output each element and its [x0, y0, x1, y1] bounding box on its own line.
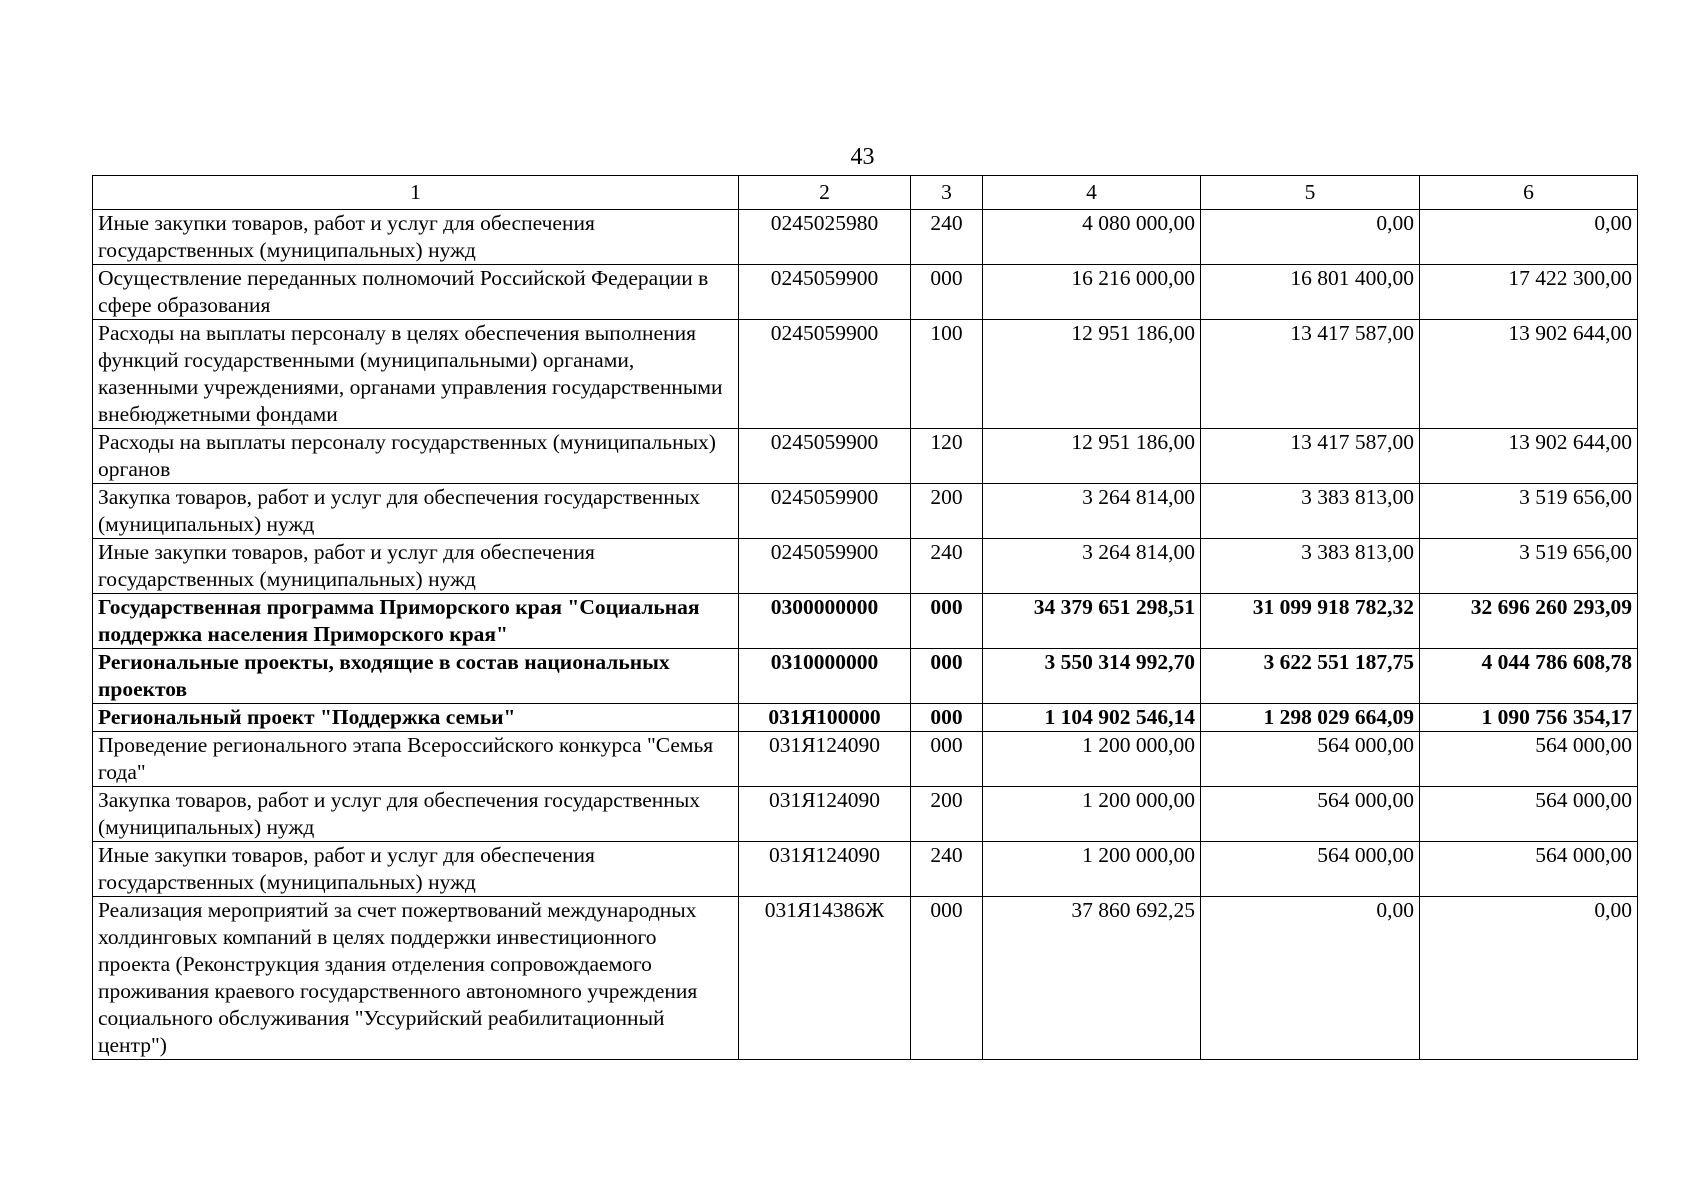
row-value-col4: 12 951 186,00 — [983, 320, 1201, 429]
row-expense-type: 100 — [911, 320, 983, 429]
row-code: 031Я124090 — [739, 732, 911, 787]
row-name: Закупка товаров, работ и услуг для обеспечения государственных (муниципальных) нужд — [93, 484, 739, 539]
row-value-col6: 564 000,00 — [1420, 732, 1638, 787]
row-value-col5: 3 383 813,00 — [1201, 484, 1420, 539]
row-value-col6: 13 902 644,00 — [1420, 320, 1638, 429]
row-name: Осуществление переданных полномочий Российской Федерации в сфере образования — [93, 265, 739, 320]
table-row — [93, 704, 1638, 732]
row-code: 0245059900 — [739, 265, 911, 320]
table-row — [93, 897, 1638, 1060]
row-value-col6: 564 000,00 — [1420, 787, 1638, 842]
row-value-col4: 4 080 000,00 — [983, 210, 1201, 265]
row-name: Региональные проекты, входящие в состав национальных проектов — [93, 649, 739, 704]
row-code: 0245025980 — [739, 210, 911, 265]
row-name: Иные закупки товаров, работ и услуг для обеспечения государственных (муниципальных) нужд — [93, 210, 739, 265]
row-value-col6: 32 696 260 293,09 — [1420, 594, 1638, 649]
row-code: 031Я14386Ж — [739, 897, 911, 1060]
row-value-col5: 564 000,00 — [1201, 732, 1420, 787]
row-expense-type: 240 — [911, 210, 983, 265]
row-expense-type: 000 — [911, 897, 983, 1060]
row-code: 031Я124090 — [739, 787, 911, 842]
row-value-col5: 3 383 813,00 — [1201, 539, 1420, 594]
row-value-col6: 1 090 756 354,17 — [1420, 704, 1638, 732]
row-expense-type: 200 — [911, 787, 983, 842]
row-value-col5: 31 099 918 782,32 — [1201, 594, 1420, 649]
row-value-col6: 13 902 644,00 — [1420, 429, 1638, 484]
row-expense-type: 000 — [911, 732, 983, 787]
row-expense-type: 120 — [911, 429, 983, 484]
table-row — [93, 484, 1638, 539]
row-value-col4: 3 550 314 992,70 — [983, 649, 1201, 704]
row-value-col6: 3 519 656,00 — [1420, 539, 1638, 594]
row-value-col5: 16 801 400,00 — [1201, 265, 1420, 320]
row-value-col6: 0,00 — [1420, 897, 1638, 1060]
row-code: 0245059900 — [739, 539, 911, 594]
row-code: 031Я100000 — [739, 704, 911, 732]
row-code: 031Я124090 — [739, 842, 911, 897]
table-row — [93, 732, 1638, 787]
row-code: 0310000000 — [739, 649, 911, 704]
row-code: 0245059900 — [739, 484, 911, 539]
row-value-col5: 0,00 — [1201, 210, 1420, 265]
row-name: Закупка товаров, работ и услуг для обеспечения государственных (муниципальных) нужд — [93, 787, 739, 842]
row-value-col6: 0,00 — [1420, 210, 1638, 265]
table-row — [93, 649, 1638, 704]
row-value-col4: 12 951 186,00 — [983, 429, 1201, 484]
row-value-col5: 3 622 551 187,75 — [1201, 649, 1420, 704]
row-value-col6: 17 422 300,00 — [1420, 265, 1638, 320]
row-value-col4: 37 860 692,25 — [983, 897, 1201, 1060]
row-name: Проведение регионального этапа Всероссийского конкурса "Семья года" — [93, 732, 739, 787]
row-name: Расходы на выплаты персоналу в целях обеспечения выполнения функций государственными (муниципальными) органами, казенными учреждениями, органами управления государственными внебюджетными фондами — [93, 320, 739, 429]
row-value-col4: 1 104 902 546,14 — [983, 704, 1201, 732]
row-name: Иные закупки товаров, работ и услуг для обеспечения государственных (муниципальных) нужд — [93, 842, 739, 897]
row-value-col5: 564 000,00 — [1201, 842, 1420, 897]
row-expense-type: 200 — [911, 484, 983, 539]
row-value-col4: 16 216 000,00 — [983, 265, 1201, 320]
row-value-col6: 3 519 656,00 — [1420, 484, 1638, 539]
row-name: Иные закупки товаров, работ и услуг для обеспечения государственных (муниципальных) нужд — [93, 539, 739, 594]
row-value-col6: 4 044 786 608,78 — [1420, 649, 1638, 704]
row-value-col4: 1 200 000,00 — [983, 787, 1201, 842]
row-value-col4: 3 264 814,00 — [983, 539, 1201, 594]
table-row — [93, 320, 1638, 429]
row-value-col5: 13 417 587,00 — [1201, 429, 1420, 484]
column-header-2: 2 — [739, 176, 911, 210]
row-value-col5: 13 417 587,00 — [1201, 320, 1420, 429]
row-expense-type: 000 — [911, 265, 983, 320]
row-code: 0300000000 — [739, 594, 911, 649]
table-row — [93, 210, 1638, 265]
column-header-1: 1 — [93, 176, 739, 210]
budget-table — [92, 175, 1638, 1060]
row-expense-type: 000 — [911, 594, 983, 649]
row-name: Региональный проект "Поддержка семьи" — [93, 704, 739, 732]
row-name: Государственная программа Приморского края "Социальная поддержка населения Приморского края" — [93, 594, 739, 649]
table-body — [93, 210, 1638, 1060]
table-row — [93, 265, 1638, 320]
column-header-4: 4 — [983, 176, 1201, 210]
row-value-col4: 34 379 651 298,51 — [983, 594, 1201, 649]
table-row — [93, 842, 1638, 897]
row-value-col5: 1 298 029 664,09 — [1201, 704, 1420, 732]
row-expense-type: 240 — [911, 539, 983, 594]
table-row — [93, 787, 1638, 842]
row-value-col5: 0,00 — [1201, 897, 1420, 1060]
row-expense-type: 000 — [911, 704, 983, 732]
page-number: 43 — [850, 144, 875, 170]
row-value-col5: 564 000,00 — [1201, 787, 1420, 842]
row-value-col4: 3 264 814,00 — [983, 484, 1201, 539]
table-row — [93, 429, 1638, 484]
row-name: Расходы на выплаты персоналу государственных (муниципальных) органов — [93, 429, 739, 484]
row-value-col6: 564 000,00 — [1420, 842, 1638, 897]
table-row — [93, 539, 1638, 594]
row-name: Реализация мероприятий за счет пожертвований международных холдинговых компаний в целях поддержки инвестиционного проекта (Реконструкция здания отделения сопровождаемого проживания краевого государственного автономного учреждения социального обслуживания "Уссурийский реабилитационный центр") — [93, 897, 739, 1060]
row-expense-type: 240 — [911, 842, 983, 897]
table-header-row — [93, 176, 1638, 210]
column-header-6: 6 — [1420, 176, 1638, 210]
column-header-3: 3 — [911, 176, 983, 210]
row-value-col4: 1 200 000,00 — [983, 732, 1201, 787]
table-row — [93, 594, 1638, 649]
row-code: 0245059900 — [739, 429, 911, 484]
row-value-col4: 1 200 000,00 — [983, 842, 1201, 897]
column-header-5: 5 — [1201, 176, 1420, 210]
row-code: 0245059900 — [739, 320, 911, 429]
row-expense-type: 000 — [911, 649, 983, 704]
